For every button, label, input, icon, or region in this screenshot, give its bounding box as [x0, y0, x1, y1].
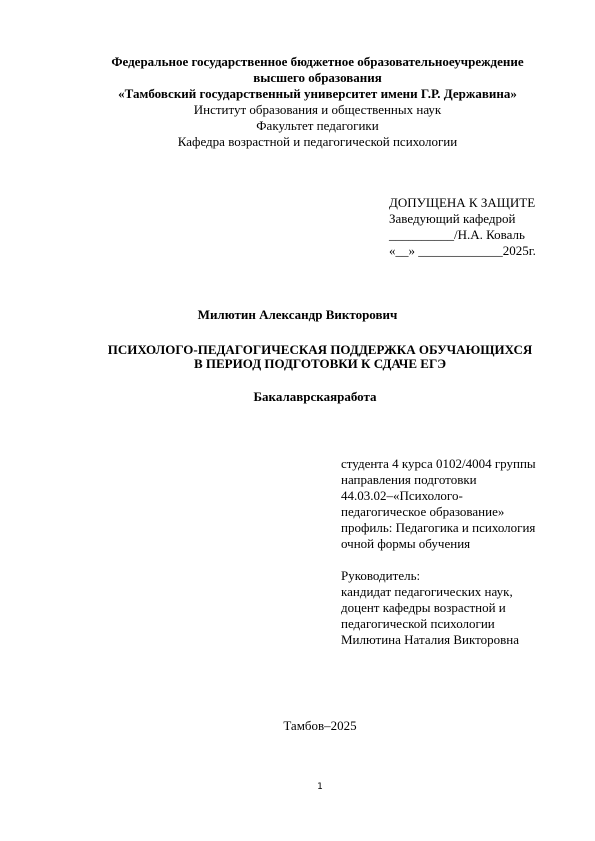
header-line-1: Федеральное государственное бюджетное образовательноеучреждение [111, 54, 524, 69]
author-name: Милютин Александр Викторович [197, 307, 398, 322]
student-line-4: педагогическое образование» [341, 504, 505, 519]
student-line-3: 44.03.02–«Психолого- [341, 488, 463, 503]
student-line-6: очной формы обучения [341, 536, 471, 551]
page-number: 1 [317, 782, 323, 792]
city-year: Тамбов–2025 [283, 718, 357, 733]
work-type: Бакалаврскаяработа [253, 389, 377, 404]
approval-signature: __________/Н.А. Коваль [389, 227, 525, 242]
student-line-1: студента 4 курса 0102/4004 группы [341, 456, 536, 471]
approval-date: «__» _____________2025г. [389, 243, 536, 258]
supervisor-label: Руководитель: [341, 568, 421, 583]
approval-title: ДОПУЩЕНА К ЗАЩИТЕ [389, 195, 536, 210]
approval-block [389, 195, 536, 259]
supervisor-position: доцент кафедры возрастной и [341, 600, 506, 615]
thesis-title [0, 343, 595, 371]
student-line-5: профиль: Педагогика и психология [341, 520, 536, 535]
faculty-name: Факультет педагогики [256, 118, 379, 133]
supervisor-name: Милютина Наталия Викторовна [341, 632, 520, 647]
approval-head: Заведующий кафедрой [389, 211, 516, 226]
thesis-title-line-2: В ПЕРИОД ПОДГОТОВКИ К СДАЧЕ ЕГЭ [193, 356, 447, 371]
supervisor-degree: кандидат педагогических наук, [341, 584, 513, 599]
supervisor-department: педагогической психологии [341, 616, 495, 631]
student-info [341, 456, 536, 552]
header-line-2: высшего образования [253, 70, 382, 85]
supervisor-info [341, 568, 519, 648]
student-line-2: направления подготовки [341, 472, 477, 487]
university-name: «Тамбовский государственный университет имени Г.Р. Державина» [118, 86, 517, 101]
institute-name: Институт образования и общественных наук [193, 102, 442, 117]
thesis-title-line-1: ПСИХОЛОГО-ПЕДАГОГИЧЕСКАЯ ПОДДЕРЖКА ОБУЧАЮЩИХСЯ [107, 342, 533, 357]
institution-header [40, 54, 595, 150]
department-name: Кафедра возрастной и педагогической психологии [177, 134, 458, 149]
